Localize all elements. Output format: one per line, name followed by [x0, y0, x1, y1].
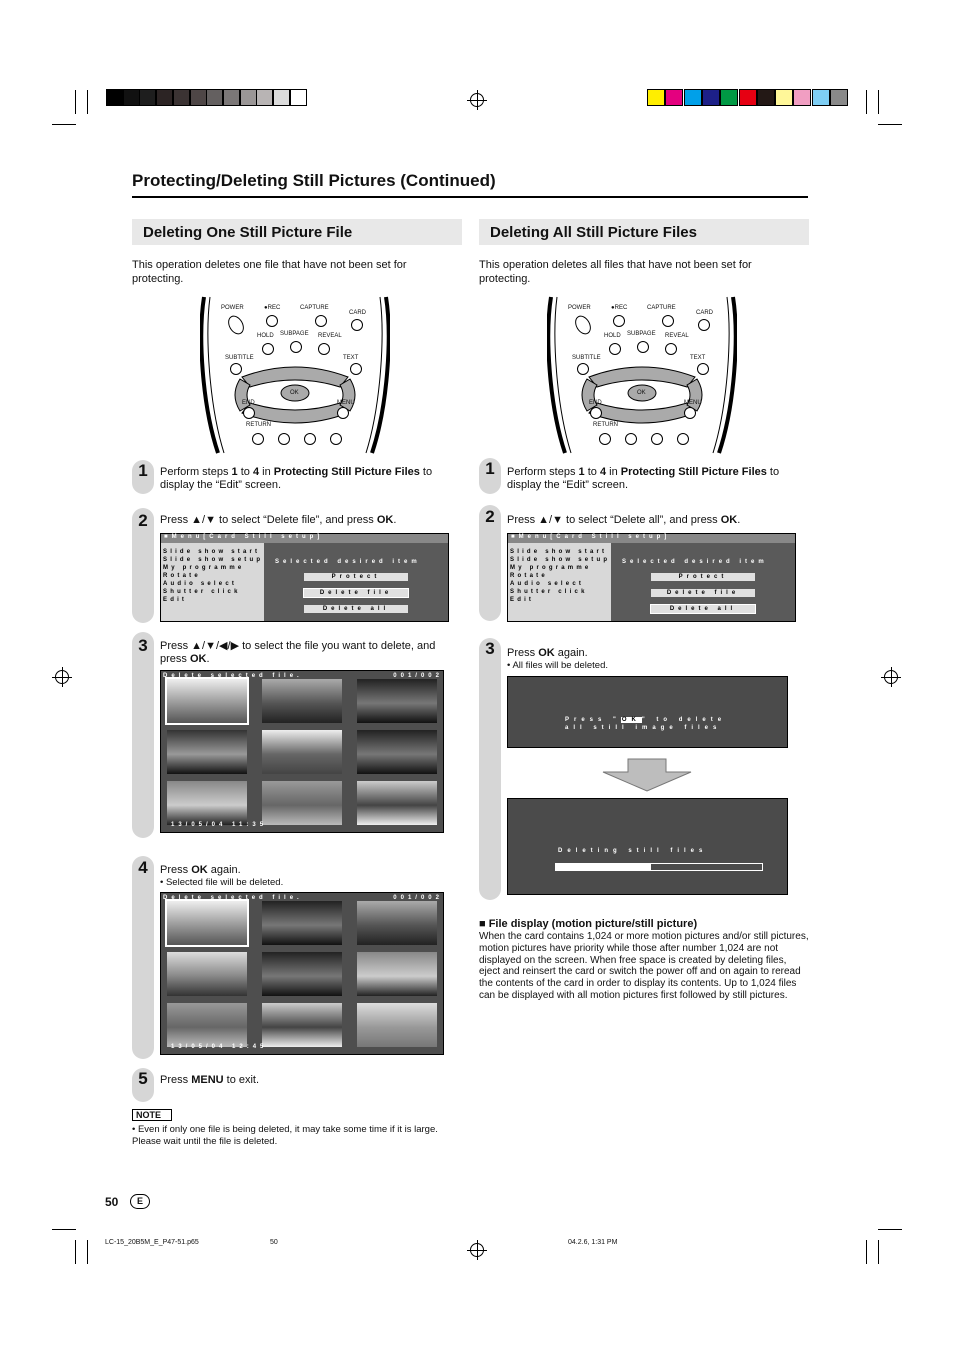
remote-label: SUBTITLE	[225, 355, 254, 361]
thumbnail-grid-screen	[160, 670, 444, 833]
gray-swatch	[156, 89, 173, 106]
thumbnail	[357, 679, 437, 723]
step-1-text: Perform steps 1 to 4 in Protecting Still Picture Files to display the “Edit” screen.	[507, 466, 780, 491]
remote-label: POWER	[221, 305, 244, 311]
menu-item: Slide show start	[510, 549, 608, 555]
remote-button	[262, 343, 274, 355]
step-2-text: Press ▲/▼ to select “Delete file”, and press OK.	[160, 514, 397, 526]
step-5-text: Press MENU to exit.	[160, 1074, 260, 1086]
confirm-line-1: Press "OK" to delete	[565, 717, 727, 723]
remote-illustration	[200, 295, 390, 455]
thumbnail	[262, 952, 342, 996]
gray-swatch	[290, 89, 307, 106]
thumbnail	[262, 901, 342, 945]
thumbnail	[167, 730, 247, 774]
menu-item: Rotate	[510, 573, 548, 579]
color-swatch	[739, 89, 757, 106]
remote-button	[677, 433, 689, 445]
crop-mark	[878, 1240, 879, 1264]
right-section-heading: Deleting All Still Picture Files	[479, 219, 809, 245]
grid-footer: 13/05/04 11:35	[171, 822, 268, 828]
remote-label: CARD	[696, 310, 714, 316]
menu-option: Delete file	[651, 589, 755, 597]
crop-mark	[866, 90, 867, 114]
step-number: 2	[485, 507, 495, 526]
crop-mark	[75, 90, 76, 114]
step-3-text: Press OK again.	[507, 647, 588, 659]
remote-label: HOLD	[257, 333, 274, 339]
remote-label: OK	[637, 390, 646, 396]
remote-label: OK	[290, 390, 299, 396]
menu-screen	[507, 533, 796, 622]
thumbnail	[357, 1003, 437, 1047]
thumbnail	[167, 679, 247, 723]
crop-mark	[866, 1240, 867, 1264]
note-badge: NOTE	[132, 1109, 172, 1121]
remote-button	[337, 407, 349, 419]
crop-mark	[878, 90, 879, 114]
menu-item: Edit	[510, 597, 535, 603]
step-number: 2	[138, 511, 148, 530]
menu-option: Delete all	[651, 605, 755, 613]
remote-illustration	[547, 295, 737, 455]
remote-label: TEXT	[343, 355, 359, 361]
remote-button	[252, 433, 264, 445]
gray-swatch	[240, 89, 257, 106]
remote-button	[590, 407, 602, 419]
left-section-heading: Deleting One Still Picture File	[132, 219, 462, 245]
color-swatch	[793, 89, 811, 106]
crop-mark	[52, 124, 76, 125]
menu-option: Delete all	[304, 605, 408, 613]
step-bar	[132, 856, 154, 1059]
thumbnail	[262, 679, 342, 723]
color-swatch	[757, 89, 775, 106]
file-display-text: When the card contains 1,024 or more motion pictures and/or still pictures, motion pictures have priority while those after number 1,024 are not displayed on the screen. When free space is created by deleting files, eject and reinsert the card or switch the power off and on again to reread the contents of the card in order to display its contents. Up to 1,024 files can be displayed with all motion pictures first followed by still pictures.	[479, 931, 809, 1001]
gray-swatch	[123, 89, 140, 106]
language-badge: E	[130, 1194, 150, 1209]
menu-list	[161, 543, 264, 621]
gray-swatch	[223, 89, 240, 106]
remote-button	[290, 341, 302, 353]
remote-label: END	[242, 400, 255, 406]
thumbnail	[357, 730, 437, 774]
step-number: 3	[138, 636, 148, 655]
gray-swatch	[206, 89, 223, 106]
step-bar	[132, 632, 154, 838]
footer-page: 50	[270, 1239, 278, 1246]
remote-label: MENU	[337, 400, 355, 406]
remote-button	[330, 433, 342, 445]
footer-file: LC-15_20B5M_E_P47-51.p65	[105, 1239, 199, 1246]
deleting-screen	[507, 798, 788, 895]
remote-label: CAPTURE	[300, 305, 329, 311]
title-rule	[132, 196, 808, 198]
remote-button	[318, 343, 330, 355]
step-1-text: Perform steps 1 to 4 in Protecting Still Picture Files to display the “Edit” screen.	[160, 466, 433, 491]
menu-prompt: Selected desired item	[622, 559, 768, 565]
menu-option: Delete file	[304, 589, 408, 597]
remote-button	[243, 407, 255, 419]
grid-header: Delete selected file.	[163, 895, 303, 901]
thumbnail	[262, 730, 342, 774]
left-intro: This operation deletes one file that have not been set for protecting.	[132, 259, 407, 285]
remote-label: RETURN	[593, 422, 618, 428]
thumbnail	[262, 1003, 342, 1047]
registration-mark-icon	[470, 93, 484, 107]
gray-swatch	[139, 89, 156, 106]
remote-button	[613, 315, 625, 327]
remote-label: RETURN	[246, 422, 271, 428]
remote-label: SUBPAGE	[280, 331, 309, 337]
menu-item: Shutter click	[510, 589, 588, 595]
step-3-text: Press ▲/▼/◀/▶ to select the file you want to delete, and press OK.	[160, 640, 436, 665]
remote-label: ●REC	[611, 305, 628, 311]
remote-label: CARD	[349, 310, 367, 316]
grid-footer: 13/05/04 12:45	[171, 1044, 268, 1050]
progress-bar	[555, 863, 763, 871]
thumbnail-grid-screen	[160, 892, 444, 1055]
remote-label: TEXT	[690, 355, 706, 361]
crop-mark	[75, 1240, 76, 1264]
color-swatch	[720, 89, 738, 106]
remote-label: CAPTURE	[647, 305, 676, 311]
thumbnail	[357, 781, 437, 825]
ok-highlight: OK	[621, 717, 641, 723]
remote-label: HOLD	[604, 333, 621, 339]
registration-mark-icon	[884, 670, 898, 684]
menu-item: Rotate	[163, 573, 201, 579]
thumbnail	[167, 901, 247, 945]
remote-button	[625, 433, 637, 445]
registration-mark-icon	[55, 670, 69, 684]
progress-fill	[556, 864, 651, 870]
remote-button	[304, 433, 316, 445]
menu-screen	[160, 533, 449, 622]
menu-item: Slide show setup	[510, 557, 611, 563]
confirm-screen	[507, 676, 788, 748]
step-number: 3	[485, 639, 495, 658]
step-number: 1	[138, 461, 148, 480]
remote-button	[651, 433, 663, 445]
right-intro: This operation deletes all files that have not been set for protecting.	[479, 259, 752, 285]
menu-item: Slide show start	[163, 549, 261, 555]
confirm-line-2: all still image files	[565, 725, 722, 731]
remote-button	[266, 315, 278, 327]
remote-button	[278, 433, 290, 445]
remote-label: SUBTITLE	[572, 355, 601, 361]
remote-button	[684, 407, 696, 419]
menu-item: Slide show setup	[163, 557, 264, 563]
gray-swatch	[106, 89, 123, 106]
down-arrow-icon	[601, 758, 693, 792]
note-text: • Even if only one file is being deleted, it may take some time if it is large. Please wait until the file is deleted.	[132, 1124, 438, 1147]
thumbnail	[167, 781, 247, 825]
thumbnail	[262, 781, 342, 825]
remote-button	[637, 341, 649, 353]
crop-mark	[87, 90, 88, 114]
step-number: 1	[485, 459, 495, 478]
remote-label: ●REC	[264, 305, 281, 311]
menu-item: Audio select	[510, 581, 585, 587]
deleting-text: Deleting still files	[558, 848, 708, 854]
remote-label: MENU	[684, 400, 702, 406]
page-number: 50	[105, 1195, 119, 1209]
color-swatch	[830, 89, 848, 106]
footer-date: 04.2.6, 1:31 PM	[568, 1239, 618, 1246]
grid-header: Delete selected file.	[163, 673, 303, 679]
crop-mark	[52, 1229, 76, 1230]
menu-option: Protect	[651, 573, 755, 581]
step-3-bullet: • All files will be deleted.	[507, 660, 609, 671]
remote-button	[609, 343, 621, 355]
remote-label: END	[589, 400, 602, 406]
remote-button	[350, 363, 362, 375]
color-swatch	[775, 89, 793, 106]
remote-button	[665, 343, 677, 355]
menu-prompt: Selected desired item	[275, 559, 421, 565]
remote-button	[697, 363, 709, 375]
step-2-text: Press ▲/▼ to select “Delete all”, and press OK.	[507, 514, 741, 526]
remote-button	[315, 315, 327, 327]
thumbnail	[167, 1003, 247, 1047]
step-4-bullet: • Selected file will be deleted.	[160, 877, 284, 888]
page-title: Protecting/Deleting Still Pictures (Continued)	[132, 171, 496, 190]
menu-header: ■Menu[Card Still setup]	[161, 534, 448, 543]
menu-item: My programme	[510, 565, 592, 571]
grid-counter: 001/002	[393, 673, 443, 679]
crop-mark	[87, 1240, 88, 1264]
remote-button	[351, 319, 363, 331]
menu-item: My programme	[163, 565, 245, 571]
color-swatch	[812, 89, 830, 106]
step-bar	[479, 638, 501, 900]
menu-list	[508, 543, 611, 621]
remote-label: POWER	[568, 305, 591, 311]
gray-swatch	[173, 89, 190, 106]
remote-button	[230, 363, 242, 375]
remote-label: REVEAL	[665, 333, 689, 339]
color-swatch	[702, 89, 720, 106]
menu-item: Edit	[163, 597, 188, 603]
menu-item: Audio select	[163, 581, 238, 587]
gray-swatch	[273, 89, 290, 106]
step-number: 5	[138, 1069, 148, 1088]
color-swatch	[647, 89, 665, 106]
step-4-text: Press OK again.	[160, 864, 241, 876]
remote-button	[698, 319, 710, 331]
menu-header: ■Menu[Card Still setup]	[508, 534, 795, 543]
remote-button	[577, 363, 589, 375]
gray-swatch	[256, 89, 273, 106]
registration-mark-icon	[470, 1243, 484, 1257]
file-display-heading: ■ File display (motion picture/still picture)	[479, 918, 698, 930]
crop-mark	[878, 1229, 902, 1230]
menu-option: Protect	[304, 573, 408, 581]
color-swatch	[684, 89, 702, 106]
gray-swatch	[190, 89, 207, 106]
menu-item: Shutter click	[163, 589, 241, 595]
remote-button	[599, 433, 611, 445]
remote-label: REVEAL	[318, 333, 342, 339]
crop-mark	[878, 124, 902, 125]
color-swatch	[665, 89, 683, 106]
thumbnail	[357, 952, 437, 996]
remote-button	[662, 315, 674, 327]
remote-label: SUBPAGE	[627, 331, 656, 337]
thumbnail	[167, 952, 247, 996]
step-number: 4	[138, 858, 148, 877]
thumbnail	[357, 901, 437, 945]
grid-counter: 001/002	[393, 895, 443, 901]
